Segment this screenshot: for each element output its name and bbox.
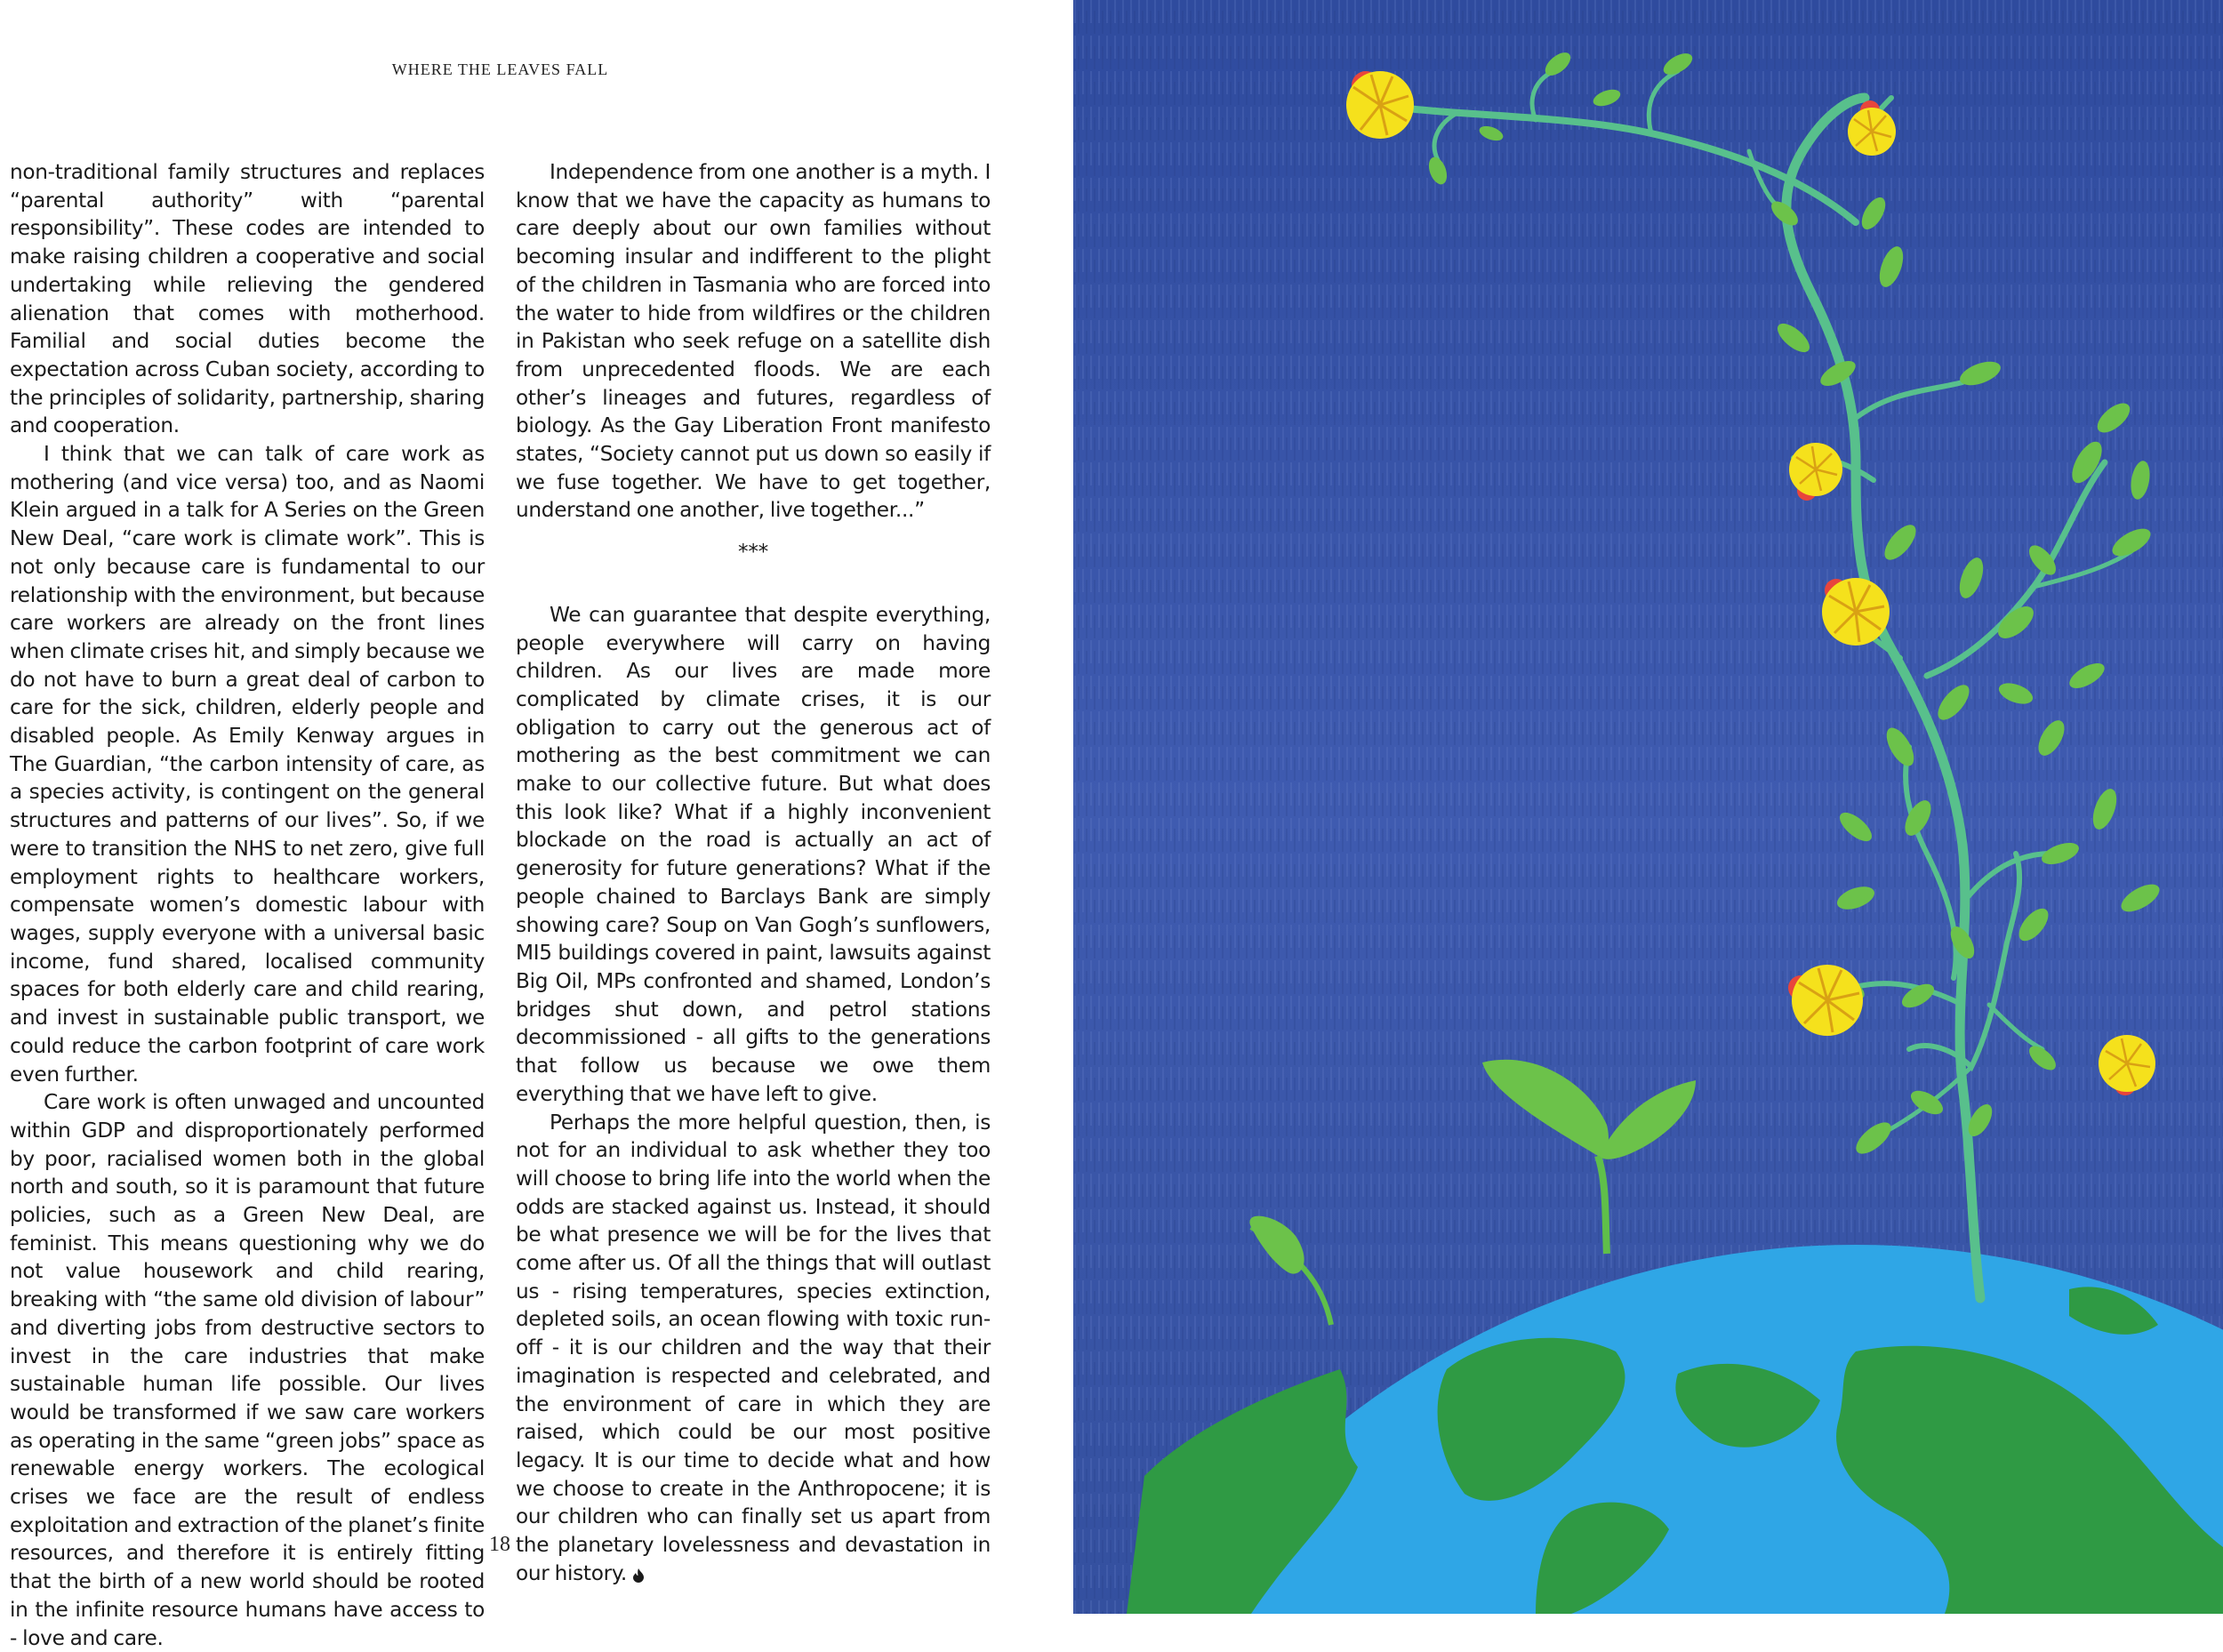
right-column — [516, 158, 991, 1587]
left-column — [10, 158, 485, 1652]
paragraph-text: Perhaps the more helpful question, then, is not for an individual to ask whether they too will choose to bring life into the world when the odds are stacked against us. Instead, it should be what presence we will be for the lives that come after us. Of all the things that will outlast us - rising temperatures, species extinction, depleted soils, an ocean flowing with toxic run-off - it is our children and the way that their imagination is respected and celebrated, and the environment of care in which they are raised, which could be our most positive legacy. It is our time to decide what and how we choose to create in the Anthropocene; it is our children who can finally set us apart from the planetary lovelessness and devastation in our history. — [516, 1110, 991, 1585]
flower — [1822, 578, 1890, 646]
final-paragraph — [516, 1109, 991, 1588]
paragraph: I think that we can talk of care work as mothering (and vice versa) too, and as Naomi Klein argued in a talk for A Series on the Green New Deal, “care work is climate work”. This is not only because care is fundamental to our relationship with the environment, but because care workers are already on the front lines when climate crises hit, and simply because we do not have to burn a great deal of carbon to care for the sick, children, elderly people and disabled people. As Emily Kenway argues in The Guardian, “the carbon intensity of care, as a species activity, is contingent on the general structures and patterns of our lives”. So, if we were to transition the NHS to net zero, give full employment rights to healthcare workers, compensate women’s domestic labour with wages, supply everyone with a universal basic income, fund shared, localised community spaces for both elderly care and child rearing, and invest in sustainable public transport, we could reduce the carbon footprint of care work even further. — [10, 442, 485, 1087]
paragraph: Independence from one another is a myth. I know that we have the capacity as humans to care deeply about our own families without becoming insular and indifferent to the plight of the children in Tasmania who are forced into the water to hide from wildfires or the children in Pakistan who seek refuge on a satellite dish from unprecedented floods. We are each other’s lineages and futures, regardless of biology. As the Gay Liberation Front manifesto states, “Society cannot put us down so easily if we fuse together. We have to get together, understand one another, live together...” — [516, 160, 991, 523]
page-number: 18 — [489, 1533, 510, 1556]
flower — [1346, 71, 1414, 139]
running-head: WHERE THE LEAVES FALL — [391, 60, 609, 78]
illustration-art — [1073, 0, 2223, 1614]
paragraph: non-traditional family structures and replaces “parental authority” with “parental responsibility”. These codes are intended to make raising children a cooperative and social undertaking while relieving the gendered alienation that comes with motherhood. Familial and social duties become the expectation across Cuban society, according to the principles of solidarity, partnership, sharing and cooperation. — [10, 160, 485, 438]
text-page — [0, 0, 1073, 1650]
flame-end-mark-icon — [632, 1568, 645, 1583]
paragraph: We can guarantee that despite everything, people everywhere will carry on having children. As our lives are made more complicated by climate crises, it is our obligation to carry out the generous act of mothering as the best commitment we can make to our collective future. But what does this look like? What if a highly inconvenient blockade on the road is actually an act of generosity for future generations? What if the people chained to Barclays Bank are simply showing care? Soup on Van Gogh’s sunflowers, MI5 buildings covered in paint, lawsuits against Big Oil, MPs confronted and shamed, London’s bridges shut down, and petrol stations decommissioned - all gifts to the generations that follow us because we owe them everything that we have left to give. — [516, 602, 991, 1106]
section-break: *** — [738, 540, 768, 565]
illustration — [1073, 0, 2223, 1614]
paragraph: Care work is often unwaged and uncounted within GDP and disproportionately performed by poor, racialised women both in the global north and south, so it is paramount that future policies, such as a Green New Deal, are feminist. This means questioning why we do not value housework and child rearing, breaking with “the same old division of labour” and diverting jobs from destructive sectors to invest in the care industries that make sustainable human life possible. Our lives would be transformed if we saw care workers as operating in the same “green jobs” space as renewable energy workers. The ecological crises we face are the result of endless exploitation and extraction of the planet’s finite resources, and therefore it is entirely fitting that the birth of a new world should be rooted in the infinite resource humans have access to - love and care. — [10, 1090, 485, 1650]
